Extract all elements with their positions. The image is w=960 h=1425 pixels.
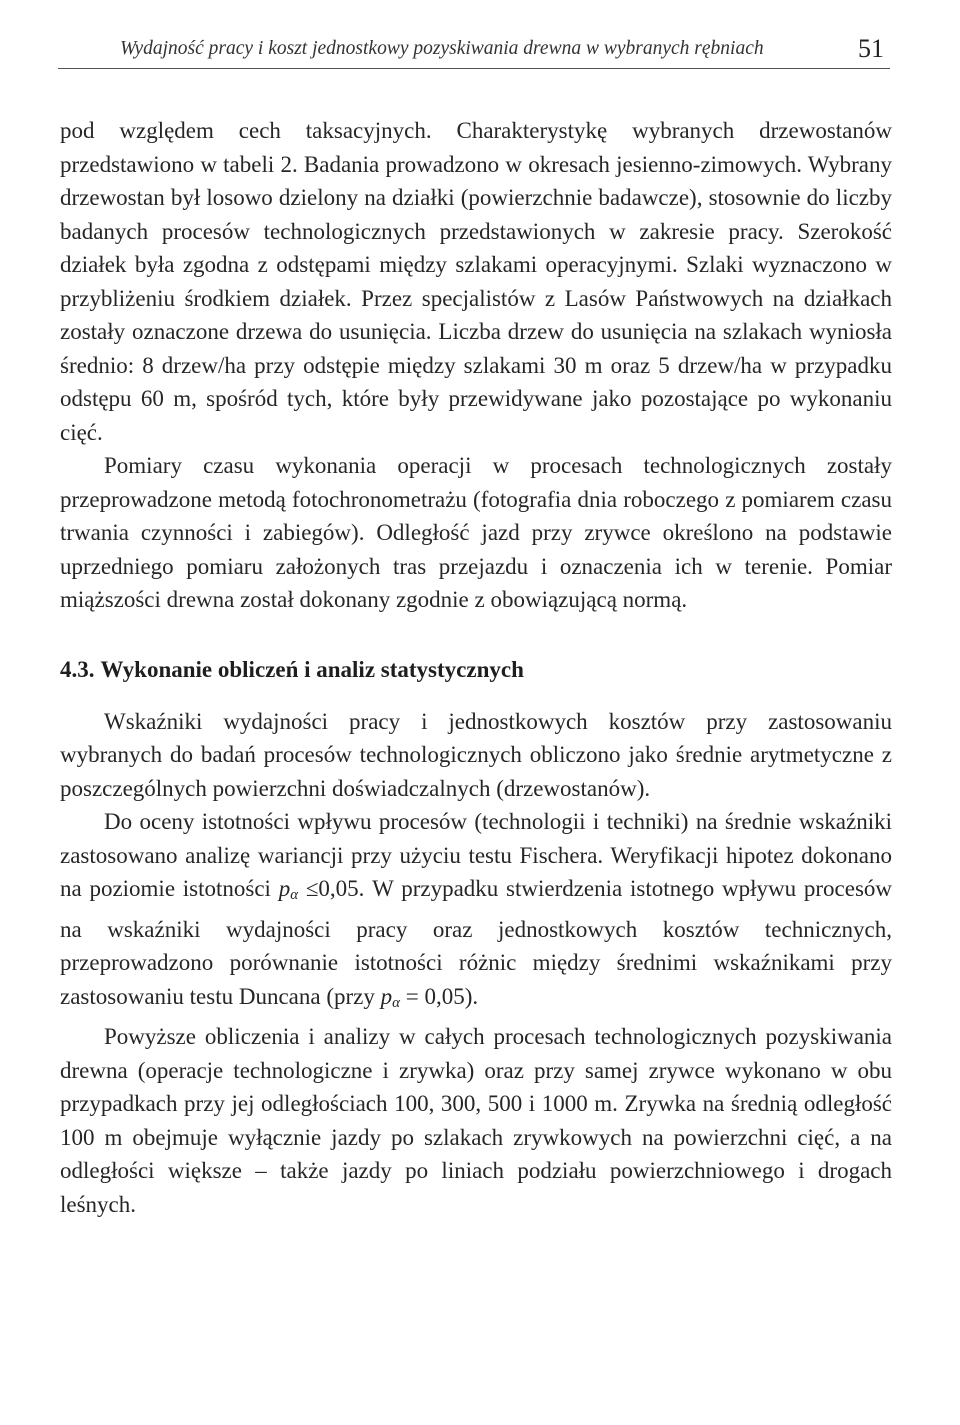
paragraph-continued: pod względem cech taksacyjnych. Charakterystykę wybranych drzewostanów przedstawiono w tabeli 2. Badania prowadzono w okresach jesienno-zimowych. Wybrany drzewostan był losowo dzielony na działki (powierzchnie badawcze), stosownie do liczby badanych procesów technologicznych przedstawionych w zakresie pracy. Szerokość działek była zgodna z odstępami między szlakami operacyjnymi. Szlaki wyznaczono w przybliżeniu środkiem działek. Przez specjalistów z Lasów Państwowych na działkach zostały oznaczone drzewa do usunięcia. Liczba drzew do usunięcia na szlakach wyniosła średnio: 8 drzew/ha przy odstępie między szlakami 30 m oraz 5 drzew/ha w przypadku odstępu 60 m, spośród tych, które były przewidywane jako pozostające po wykonaniu cięć. [60, 118, 892, 445]
significance-symbol-2: p [380, 983, 393, 1009]
paragraph-skidding-distances: Powyższe obliczenia i analizy w całych procesach technologicznych pozyskiwania drewna (operacje technologiczne i zrywka) oraz przy samej zrywce wykonano w obu przypadkach przy jej odległościach 100, 300, 500 i 1000 m. Zrywka na średnią odległość 100 m obejmuje wyłącznie jazdy po szlakach zrywkowych na powierzchni cięć, a na odległości większe – także jazdy po liniach podziału powierzchniowego i drogach leśnych. [60, 1024, 892, 1217]
body-text [60, 114, 892, 1221]
running-header [58, 34, 890, 69]
paragraph-statistics [60, 805, 892, 1020]
running-title: Wydajność pracy i koszt jednostkowy pozyskiwania drewna w wybranych rębniach [120, 38, 764, 59]
section-title: Wykonanie obliczeń i analiz statystycznych [100, 656, 524, 682]
paragraph-time-measurement: Pomiary czasu wykonania operacji w procesach technologicznych zostały przeprowadzone metodą fotochronometrażu (fotografia dnia roboczego z pomiarem czasu trwania czynności i zabiegów). Odległość jazd przy zrywce określono na podstawie uprzedniego pomiaru założonych tras przejazdu i oznaczenia ich w terenie. Pomiar miąższości drewna został dokonany zgodnie z obowiązującą normą. [60, 453, 892, 612]
statistics-text-part-3: = 0,05). [400, 983, 479, 1009]
paragraph-indicators: Wskaźniki wydajności pracy i jednostkowych kosztów przy zastosowaniu wybranych do badań procesów technologicznych obliczono jako średnie arytmetyczne z poszczególnych powierzchni doświadczalnych (drzewostanów). [60, 708, 892, 801]
section-number: 4.3. [60, 656, 95, 682]
statistics-text-part-2: ≤0,05. W przypadku stwierdzenia istotnego wpływu procesów na wskaźniki wydajności pracy oraz jednostkowych kosztów technicznych, przeprowadzono porównanie istotności różnic między średnimi wskaźnikami przy zastosowaniu testu Duncana (przy [60, 876, 893, 1009]
statistics-text-part-1: Do oceny istotności wpływu procesów (technologii i techniki) na średnie wskaźniki zastosowano analizę wariancji przy użyciu testu Fischera. Weryfikacji hipotez dokonano na poziomie istotności [60, 809, 892, 901]
significance-subscript: α [290, 887, 299, 903]
page-number: 51 [858, 34, 884, 63]
significance-symbol: p [278, 876, 291, 901]
significance-subscript-2: α [392, 994, 400, 1011]
section-heading [60, 655, 892, 685]
